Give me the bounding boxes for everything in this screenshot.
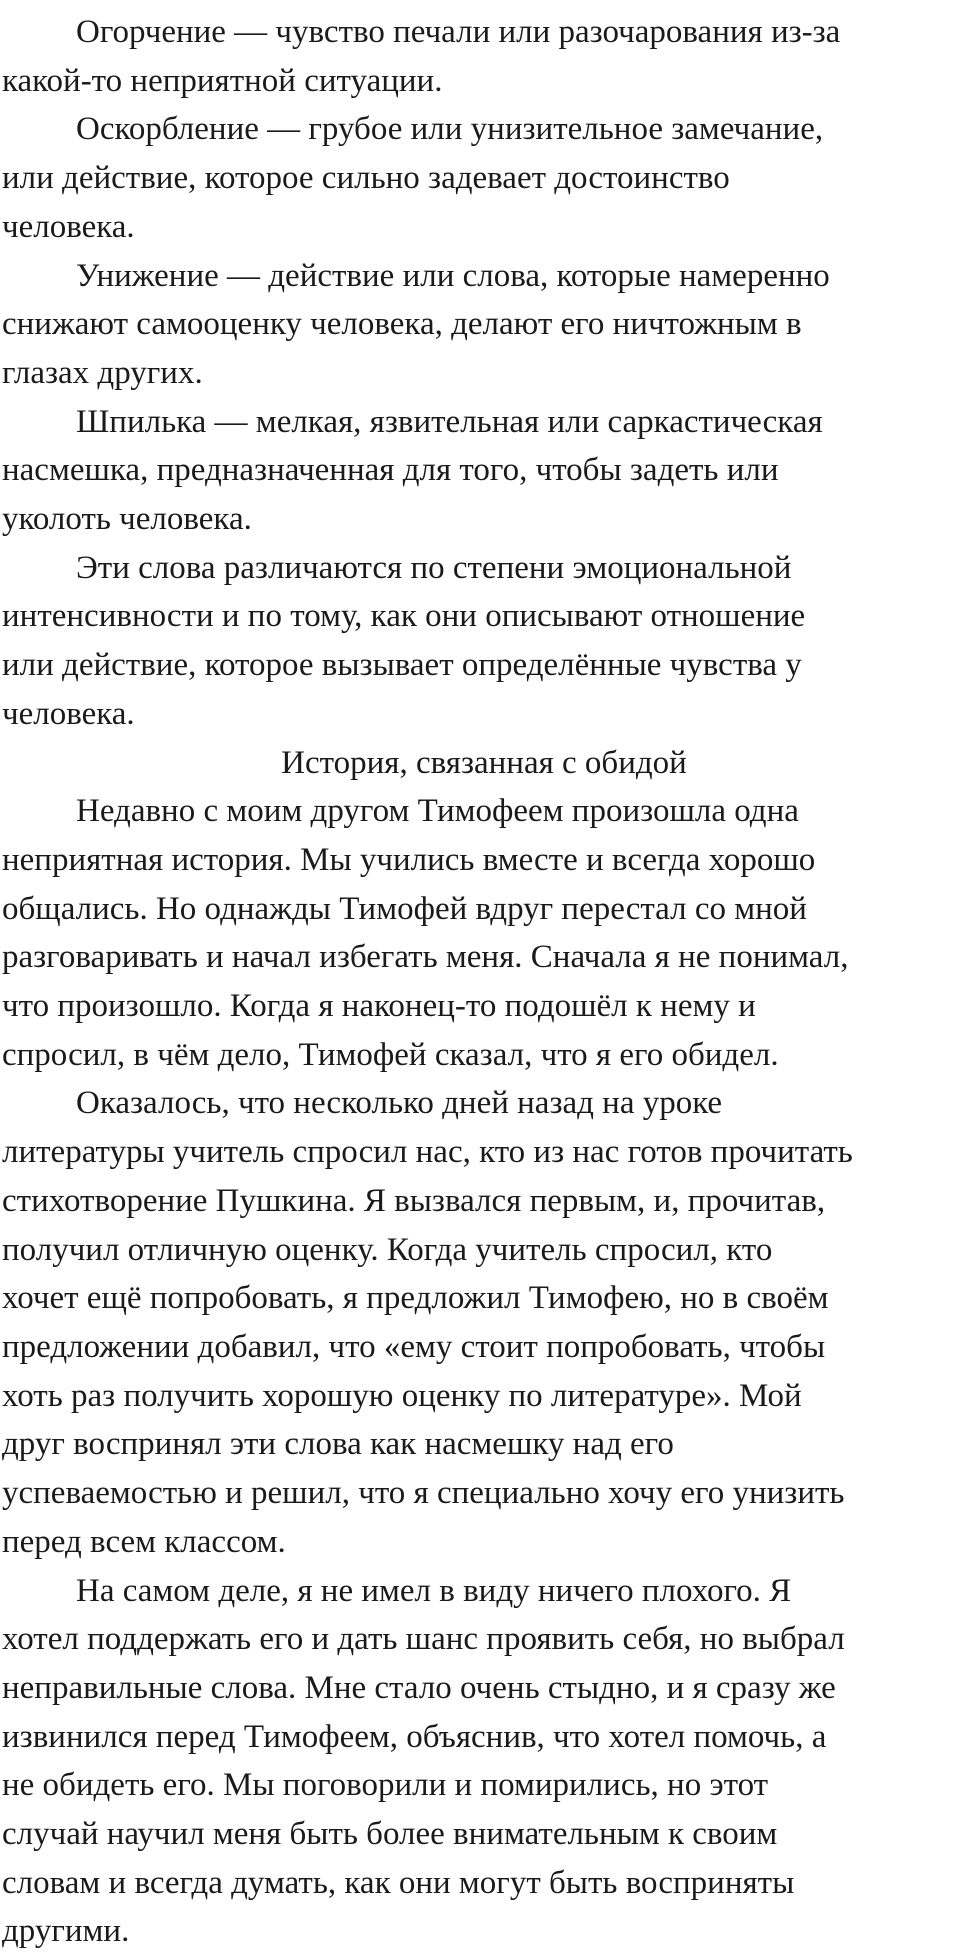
- definition-ogorchenie: Огорчение — чувство печали или разочарования из-за какой-то неприятной ситуации.: [2, 14, 841, 99]
- definition-unizhenie: Унижение — действие или слова, которые намеренно снижают самооценку человека, делают его ничтожным в глазах других.: [2, 257, 830, 391]
- definition-oskorblenie: Оскорбление — грубое или унизительное замечание, или действие, которое сильно задевает достоинство человека.: [2, 111, 824, 245]
- story-paragraph: Оказалось, что несколько дней назад на уроке литературы учитель спросил нас, кто из нас готов прочитать стихотворение Пушкина. Я вызвался первым, и, прочитав, получил отличную оценку. Когда учитель спросил, кто хочет ещё попробовать, я предложил Тимофею, но в своём предложении добавил, что «ему стоит попробовать, чтобы хоть раз получить хорошую оценку по литературе». Мой друг воспринял эти слова как насмешку над его успеваемостью и решил, что я специально хочу его унизить перед всем классом.: [2, 1085, 853, 1560]
- definition-shpilka: Шпилька — мелкая, язвительная или саркастическая насмешка, предназначенная для того, чтобы задеть или уколоть человека.: [2, 403, 823, 538]
- definitions-summary: Эти слова различаются по степени эмоциональной интенсивности и по тому, как они описывают отношение или действие, которое вызывает определённые чувства у человека.: [2, 549, 806, 732]
- story-paragraph: На самом деле, я не имел в виду ничего плохого. Я хотел поддержать его и дать шанс проявить себя, но выбрал неправильные слова. Мне стало очень стыдно, и я сразу же извинился перед Тимофеем, объяснив, что хотел помочь, а не обидеть его. Мы поговорили и помирились, но этот случай научил меня быть более внимательным к своим словам и всегда думать, как они могут быть восприняты другими.: [2, 1572, 845, 1950]
- story-paragraph: Недавно с моим другом Тимофеем произошла одна неприятная история. Мы учились вместе и всегда хорошо общались. Но однажды Тимофей вдруг перестал со мной разговаривать и начал избегать меня. Сначала я не понимал, что произошло. Когда я наконец-то подошёл к нему и спросил, в чём дело, Тимофей сказал, что я его обидел.: [2, 793, 849, 1073]
- story-heading: История, связанная с обидой: [281, 744, 687, 781]
